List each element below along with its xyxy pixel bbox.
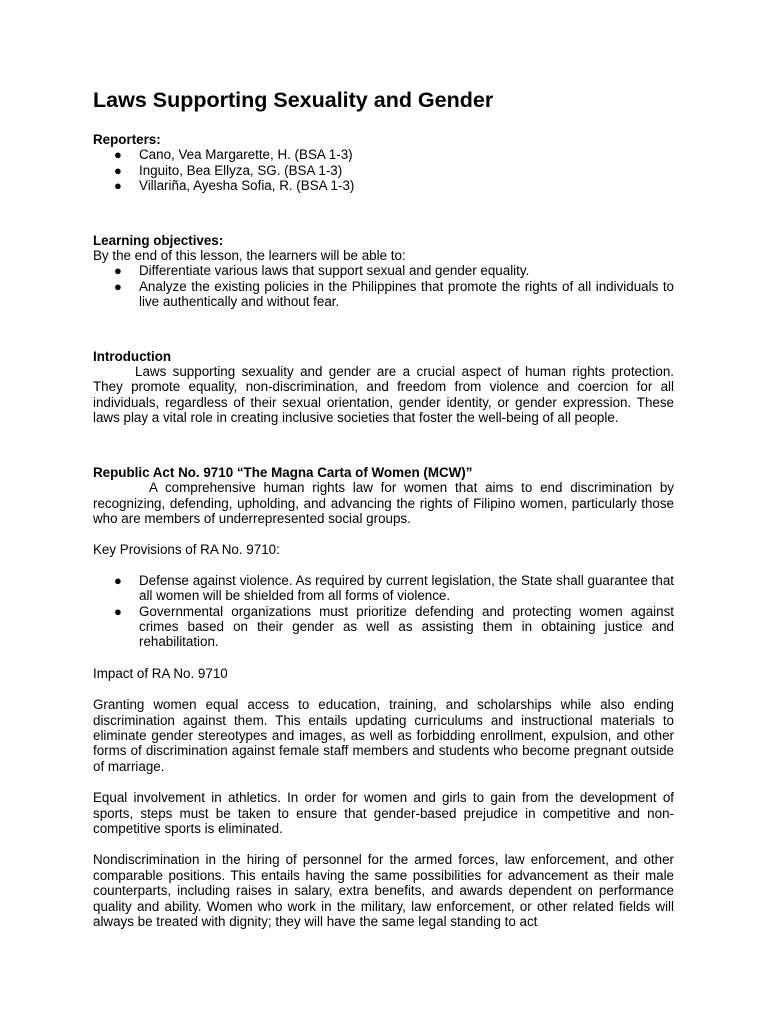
introduction-paragraph: Laws supporting sexuality and gender are a crucial aspect of human rights protection. They promote equality, non-discrimination, and freedom from violence and coercion for all individuals, regardless of their sexual orientation, gender identity, or gender expression. These laws play a vital role in creating inclusive societies that foster the well-being of all people. <box>93 364 674 426</box>
objectives-label: Learning objectives: <box>93 232 224 248</box>
list-item: ● Inguito, Bea Ellyza, SG. (BSA 1-3) <box>114 162 343 178</box>
bullet-icon: ● <box>114 603 122 619</box>
bullet-icon: ● <box>114 147 122 163</box>
introduction-heading: Introduction <box>93 348 172 364</box>
list-item: ● Defense against violence. As required by current legislation, the State shall guarantee that all women will be shielded from all forms of violence. <box>114 572 674 604</box>
impact-paragraph: Equal involvement in athletics. In order for women and girls to gain from the development of sports, steps must be taken to ensure that gender-based prejudice in competitive and non-competitive sports is eliminated. <box>93 790 674 836</box>
objectives-list <box>93 263 674 309</box>
list-item: ● Analyze the existing policies in the Philippines that promote the rights of all individuals to live authentically and without fear. <box>114 278 674 310</box>
document-title: Laws Supporting Sexuality and Gender <box>93 88 494 112</box>
list-item: ● Governmental organizations must prioritize defending and protecting women against crimes based on their gender as well as assisting them in obtaining justice and rehabilitation. <box>114 603 674 650</box>
reporters-list <box>93 147 674 193</box>
impact-paragraph: Nondiscrimination in the hiring of personnel for the armed forces, law enforcement, and other comparable positions. This entails having the same possibilities for advancement as their male counterparts, including raises in salary, extra benefits, and awards dependent on performance quality and ability. Women who work in the military, law enforcement, or other related fields will always be treated with dignity; they will have the same legal standing to act <box>93 852 674 930</box>
ra9710-paragraph: A comprehensive human rights law for women that aims to end discrimination by recognizing, defending, upholding, and advancing the rights of Filipino women, particularly those who are members of underrepresented social groups. <box>93 480 674 526</box>
impact-heading: Impact of RA No. 9710 <box>93 665 228 681</box>
impact-paragraph: Granting women equal access to education, training, and scholarships while also ending discrimination against them. This entails updating curriculums and instructional materials to eliminate gender stereotypes and images, as well as forbidding enrollment, expulsion, and other forms of discrimination against female staff members and students who become pregnant outside of marriage. <box>93 697 674 774</box>
document-page <box>93 86 674 929</box>
list-item: ● Cano, Vea Margarette, H. (BSA 1-3) <box>114 147 353 163</box>
bullet-icon: ● <box>114 572 122 588</box>
list-item: ● Villariña, Ayesha Sofia, R. (BSA 1-3) <box>114 178 355 194</box>
provisions-list <box>93 573 674 650</box>
objectives-lead: By the end of this lesson, the learners will be able to: <box>93 248 406 264</box>
bullet-icon: ● <box>114 263 122 279</box>
bullet-icon: ● <box>114 162 122 178</box>
provisions-heading: Key Provisions of RA No. 9710: <box>93 542 280 558</box>
ra9710-heading: Republic Act No. 9710 “The Magna Carta of Women (MCW)” <box>93 464 473 480</box>
reporters-label: Reporters: <box>93 132 161 147</box>
bullet-icon: ● <box>114 278 122 294</box>
list-item: ● Differentiate various laws that support sexual and gender equality. <box>114 263 530 279</box>
bullet-icon: ● <box>114 178 122 194</box>
